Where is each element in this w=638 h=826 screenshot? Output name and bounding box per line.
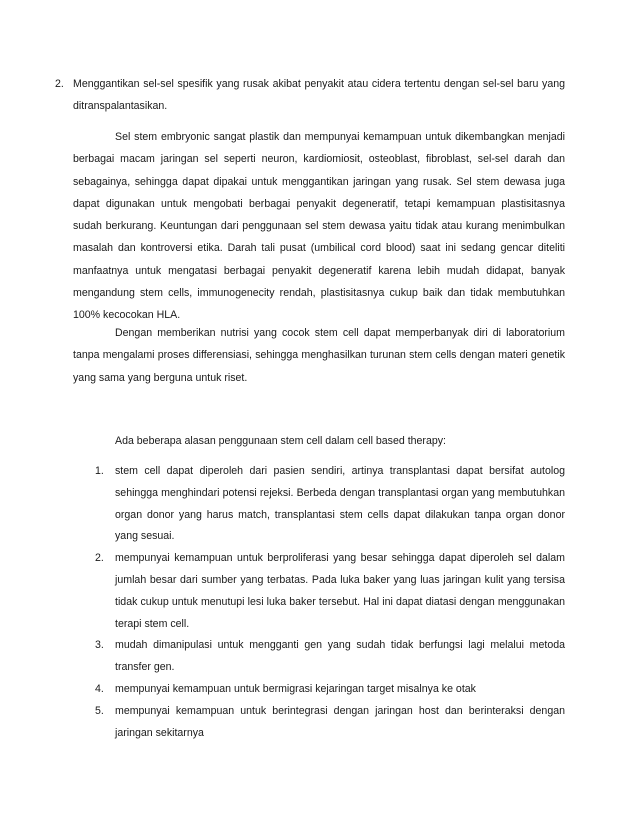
list-item [95,679,565,701]
list-item [95,461,565,548]
list-number: 5. [95,704,104,717]
paragraph-stem-cell-types: Sel stem embryonic sangat plastik dan mempunyai kemampuan untuk dikembangkan menjadi berbagai macam jaringan sel seperti neuron, kardiomiosit, osteoblast, fibroblast, sel-sel darah dan sebagainya, sehingga dapat dipakai untuk menggantikan jaringan yang rusak. Sel stem dewasa juga dapat digunakan untuk mengobati berbagai penyakit degeneratif, tetapi kemampuan plastisitasnya sudah berkurang. Keuntungan dari penggunaan sel stem dewasa yaitu tidak atau kurang menimbulkan masalah dan kontroversi etika. Darah tali pusat (umbilical cord blood) saat ini sedang gencar diteliti manfaatnya untuk mengatasi berbagai penyakit degeneratif karena lebih mudah didapat, banyak mengandung stem cells, immunogenecity rendah, plastisitasnya cukup baik dan tidak membutuhkan 100% kecocokan HLA. [73,131,565,322]
list-item [95,701,565,745]
list-number: 3. [95,639,104,652]
item-text: Menggantikan sel-sel spesifik yang rusak akibat penyakit atau cidera tertentu dengan sel-sel baru yang ditranspalantasikan. [73,78,565,112]
reasons-list [95,461,565,744]
list-text: mempunyai kemampuan untuk berproliferasi yang besar sehingga dapat diperoleh sel dalam jumlah besar dari sumber yang terbatas. Pada luka baker yang luas jaringan kulit yang tersisa tidak cukup untuk menutupi lesi luka baker tersebut. Hal ini dapat diatasi dengan menggunakan terapi stem cell. [115,552,565,630]
list-item [95,548,565,635]
list-text: mempunyai kemampuan untuk bermigrasi kejaringan target misalnya ke otak [115,682,476,695]
list-item [95,635,565,679]
list-text: mempunyai kemampuan untuk berintegrasi dengan jaringan host dan berinteraksi dengan jaringan sekitarnya [115,704,565,739]
paragraph-nutrition: Dengan memberikan nutrisi yang cocok stem cell dapat memperbanyak diri di laboratorium tanpa mengalami proses differensiasi, sehingga menghasilkan turunan stem cells dengan materi genetik yang sama yang berguna untuk riset. [73,327,565,384]
list-number: 2. [95,552,104,565]
item-number: 2. [55,78,64,90]
list-text: mudah dimanipulasi untuk mengganti gen yang sudah tidak berfungsi lagi melalui metoda transfer gen. [115,639,565,674]
paragraph-reasons-intro: Ada beberapa alasan penggunaan stem cell dalam cell based therapy: [115,435,446,447]
list-number: 1. [95,465,104,477]
numbered-item-2 [55,73,565,117]
list-text: stem cell dapat diperoleh dari pasien sendiri, artinya transplantasi dapat bersifat autolog sehingga menghindari potensi rejeksi. Berbeda dengan transplantasi organ yang membutuhkan organ donor yang harus match, transplantasi stem cells dapat dilakukan tanpa organ donor yang sesuai. [115,465,565,543]
list-number: 4. [95,682,104,695]
